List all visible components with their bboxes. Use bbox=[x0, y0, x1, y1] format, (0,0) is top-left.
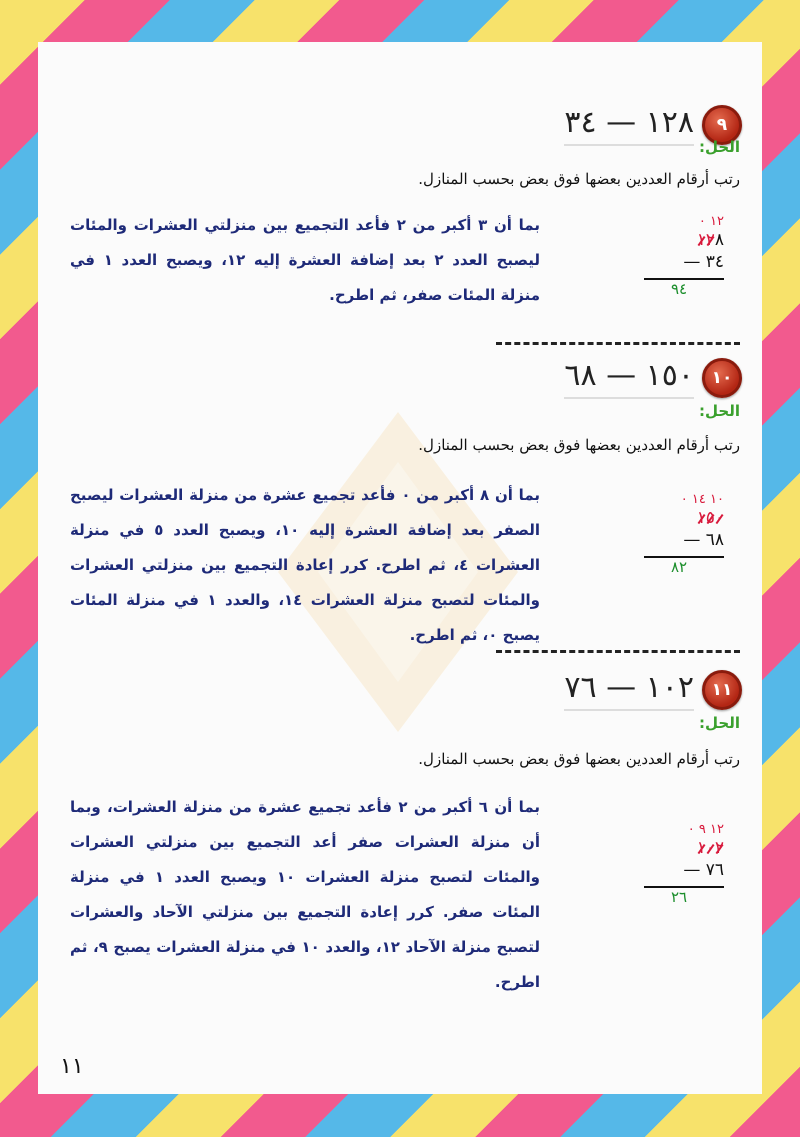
solution-label: الحل: bbox=[699, 402, 740, 420]
problem-expression: ١٢٨ — ٣٤ bbox=[564, 105, 694, 146]
explanation-text: بما أن ٨ أكبر من ٠ فأعد تجميع عشرة من منزلة العشرات ليصبح الصفر بعد إضافة العشرة إليه ١٠، ويصبح العدد ٥ في منزلة العشرات ٤، ثم اطرح. كرر إعادة التجميع بين منزلتي العشرات والمئات لتصبح منزلة العشرات ١٤، والعدد ١ في منزلة المئات يصبح ٠، ثم اطرح. bbox=[70, 486, 541, 644]
carry-digits: ١٢ ٠ bbox=[698, 214, 724, 229]
digit: ٨ bbox=[714, 230, 724, 250]
struck-digit: ١ bbox=[696, 838, 706, 858]
instruction-text: رتب أرقام العددين بعضها فوق بعض بحسب المنازل. bbox=[418, 170, 740, 188]
problem-number-badge: ١٠ bbox=[702, 358, 742, 398]
subtrahend: — ٧٦ bbox=[683, 860, 724, 880]
struck-digit: ٠ bbox=[705, 838, 715, 858]
subtrahend: — ٦٨ bbox=[683, 530, 724, 550]
minuend-digits bbox=[644, 838, 724, 860]
problem-expression: ١٥٠ — ٦٨ bbox=[564, 358, 694, 399]
problem-10-header bbox=[564, 357, 742, 399]
instruction-text: رتب أرقام العددين بعضها فوق بعض بحسب المنازل. bbox=[418, 436, 740, 454]
carry-digits: ١٠ ١٤ ٠ bbox=[680, 492, 724, 507]
minuend-digits bbox=[644, 508, 724, 530]
vertical-subtraction bbox=[644, 822, 724, 906]
vertical-subtraction bbox=[644, 492, 724, 576]
result-digits: ٨٢ bbox=[670, 558, 688, 576]
struck-digit: ٢ bbox=[705, 230, 715, 250]
result-digits: ٢٦ bbox=[670, 888, 688, 906]
section-divider bbox=[496, 650, 740, 653]
struck-digit: ١ bbox=[696, 230, 706, 250]
minuend-digits bbox=[644, 230, 724, 252]
solution-label: الحل: bbox=[699, 138, 740, 156]
struck-digit: ١ bbox=[696, 508, 706, 528]
vertical-subtraction bbox=[644, 214, 724, 298]
page-number: ١١ bbox=[60, 1054, 84, 1079]
section-divider bbox=[496, 342, 740, 345]
explanation-text: بما أن ٦ أكبر من ٢ فأعد تجميع عشرة من منزلة العشرات، وبما أن منزلة العشرات صفر أعد التجميع بين منزلتي العشرات والمئات لتصبح منزلة العشرات ١٠ ويصبح العدد ١ في منزلة المئات صفر. كرر إعادة التجميع بين منزلتي الآحاد والعشرات لتصبح منزلة الآحاد ١٢، والعدد ١٠ في منزلة العشرات يصبح ٩، ثم اطرح. bbox=[70, 798, 541, 991]
carry-digits: ١٢ ٩ ٠ bbox=[687, 822, 724, 837]
solution-label: الحل: bbox=[699, 714, 740, 732]
instruction-text: رتب أرقام العددين بعضها فوق بعض بحسب المنازل. bbox=[418, 750, 740, 768]
struck-digit: ٠ bbox=[714, 508, 724, 528]
struck-digit: ٢ bbox=[714, 838, 724, 858]
problem-expression: ١٠٢ — ٧٦ bbox=[564, 670, 694, 711]
subtrahend: — ٣٤ bbox=[683, 252, 724, 272]
problem-number-badge: ١١ bbox=[702, 670, 742, 710]
explanation-text: بما أن ٣ أكبر من ٢ فأعد التجميع بين منزلتي العشرات والمئات ليصبح العدد ٢ بعد إضافة العشرة إليه ١٢، ويصبح العدد ١ في منزلة المئات صفر، ثم اطرح. bbox=[70, 216, 540, 304]
problem-11-header bbox=[564, 669, 742, 711]
problem-number-badge: ٩ bbox=[702, 105, 742, 145]
worksheet-page bbox=[38, 42, 762, 1094]
struck-digit: ٥ bbox=[705, 508, 715, 528]
result-digits: ٩٤ bbox=[670, 280, 688, 298]
